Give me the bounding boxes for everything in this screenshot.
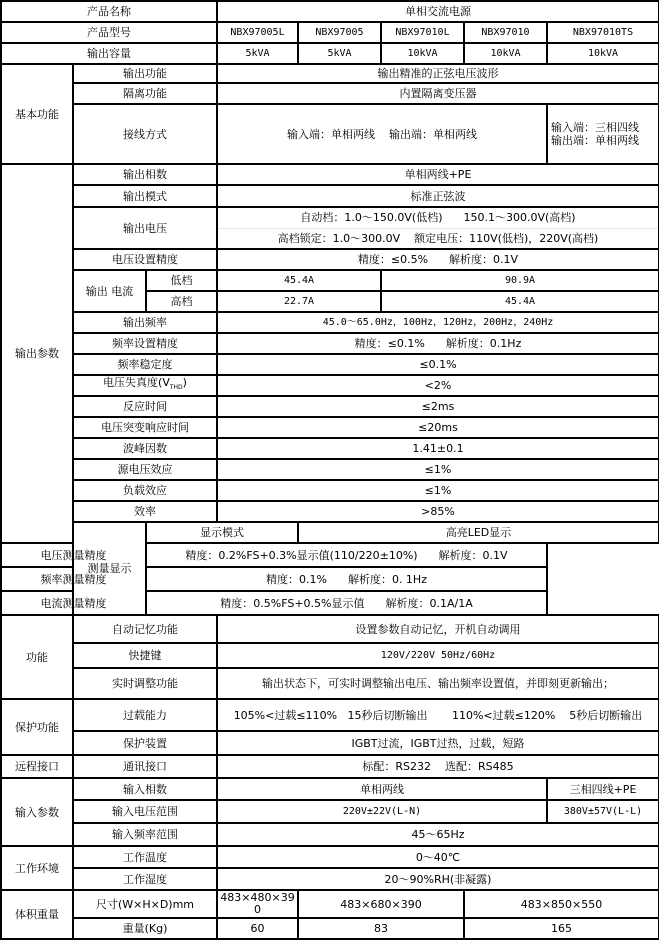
- source-effect-value: ≤1%: [217, 459, 659, 480]
- output-frequency-label: 输出频率: [73, 312, 217, 333]
- section-output: 输出参数: [1, 164, 73, 543]
- row-current-measure: [1, 591, 659, 615]
- row-input-voltage: [1, 800, 659, 823]
- output-phases-value: 单相两线+PE: [217, 164, 659, 185]
- isolation-label: 隔离功能: [73, 83, 217, 104]
- row-distortion: [1, 375, 659, 396]
- weight-10k-single: 83: [298, 918, 464, 939]
- output-voltage-line-2: 高档锁定：1.0～300.0V 额定电压：110V(低档)，220V(高档): [217, 228, 659, 249]
- capacity-label: 输出容量: [1, 43, 217, 64]
- distortion-subscript: THD: [169, 384, 183, 392]
- row-wiring: [1, 104, 659, 164]
- row-auto-memory: [1, 615, 659, 643]
- output-frequency-value: 45.0～65.0Hz，100Hz，120Hz，200Hz，240Hz: [217, 312, 659, 333]
- wiring-three-line-2: 输出端：单相两线: [551, 134, 639, 147]
- input-phases-three: 三相四线+PE: [547, 778, 659, 800]
- section-basic: 基本功能: [1, 64, 73, 164]
- wiring-three-phase: [547, 104, 659, 164]
- row-comm-interface: [1, 755, 659, 778]
- wiring-three-line-1: 输入端：三相四线: [551, 121, 639, 134]
- freq-setting-label: 频率设置精度: [73, 333, 217, 354]
- row-input-frequency: [1, 823, 659, 846]
- row-display-mode: [1, 522, 659, 543]
- dimensions-10k-three: 483×850×550: [464, 890, 659, 918]
- input-voltage-single: 220V±22V(L-N): [217, 800, 547, 823]
- model-2: NBX97005: [298, 22, 381, 43]
- row-dimensions: [1, 890, 659, 918]
- current-high-5k: 22.7A: [217, 291, 381, 312]
- wiring-single-phase: 输入端：单相两线 输出端：单相两线: [217, 104, 547, 164]
- row-freq-stability: [1, 354, 659, 375]
- row-freq-setting: [1, 333, 659, 354]
- row-input-phases: [1, 778, 659, 800]
- weight-10k-three: 165: [464, 918, 659, 939]
- row-step-response: [1, 417, 659, 438]
- freq-setting-value: 精度：≤0.1% 解析度：0.1Hz: [217, 333, 659, 354]
- section-measure: 测量显示: [73, 522, 146, 615]
- response-value: ≤2ms: [217, 396, 659, 417]
- product-name-label: 产品名称: [1, 1, 217, 22]
- load-effect-value: ≤1%: [217, 480, 659, 501]
- row-model: [1, 22, 659, 43]
- row-source-effect: [1, 459, 659, 480]
- model-label: 产品型号: [1, 22, 217, 43]
- capacity-1: 5kVA: [217, 43, 298, 64]
- voltage-setting-label: 电压设置精度: [73, 249, 217, 270]
- weight-5k: 60: [217, 918, 298, 939]
- row-overload: [1, 699, 659, 731]
- display-mode-value: 高亮LED显示: [298, 522, 659, 543]
- dimensions-label: 尺寸(W×H×D)mm: [73, 890, 217, 918]
- row-operating-humidity: [1, 868, 659, 890]
- output-voltage-line-1: 自动档：1.0～150.0V(低档) 150.1～300.0V(高档): [217, 207, 659, 228]
- auto-memory-label: 自动记忆功能: [73, 615, 217, 643]
- row-output-voltage-1: [1, 207, 659, 228]
- row-weight: [1, 918, 659, 939]
- output-current-label: 输出 电流: [73, 270, 146, 312]
- output-voltage-label: 输出电压: [73, 207, 217, 249]
- weight-label: 重量(Kg): [73, 918, 217, 939]
- row-efficiency: [1, 501, 659, 522]
- row-operating-temp: [1, 846, 659, 868]
- row-output-frequency: [1, 312, 659, 333]
- wiring-label: 接线方式: [73, 104, 217, 164]
- efficiency-value: >85%: [217, 501, 659, 522]
- overload-value: 105%<过载≤110% 15秒后切断输出 110%<过载≤120% 5秒后切断输出: [217, 699, 659, 731]
- current-measure-label: 电流测量精度: [1, 591, 146, 615]
- row-output-mode: [1, 185, 659, 207]
- crest-factor-label: 波峰因数: [73, 438, 217, 459]
- capacity-5: 10kVA: [547, 43, 659, 64]
- freq-measure-label: 频率测量精度: [1, 567, 146, 591]
- model-5: NBX97010TS: [547, 22, 659, 43]
- step-response-value: ≤20ms: [217, 417, 659, 438]
- model-1: NBX97005L: [217, 22, 298, 43]
- source-effect-label: 源电压效应: [73, 459, 217, 480]
- operating-temp-value: 0～40℃: [217, 846, 659, 868]
- operating-temp-label: 工作温度: [73, 846, 217, 868]
- current-low-label: 低档: [146, 270, 217, 291]
- distortion-label-text: 电压失真度(V: [103, 376, 170, 390]
- operating-humidity-value: 20～90%RH(非凝露): [217, 868, 659, 890]
- step-response-label: 电压突变响应时间: [73, 417, 217, 438]
- comm-interface-label: 通讯接口: [73, 755, 217, 778]
- isolation-value: 内置隔离变压器: [217, 83, 659, 104]
- freq-stability-label: 频率稳定度: [73, 354, 217, 375]
- capacity-3: 10kVA: [381, 43, 464, 64]
- input-voltage-three: 380V±57V(L-L): [547, 800, 659, 823]
- row-output-phases: [1, 164, 659, 185]
- row-hotkey: [1, 643, 659, 668]
- protection-device-label: 保护装置: [73, 731, 217, 755]
- display-mode-label: 显示模式: [146, 522, 298, 543]
- row-realtime-adjust: [1, 668, 659, 699]
- realtime-adjust-value: 输出状态下，可实时调整输出电压、输出频率设置值，并即刻更新输出；: [217, 668, 659, 699]
- hotkey-value: 120V/220V 50Hz/60Hz: [217, 643, 659, 668]
- current-high-10k: 45.4A: [381, 291, 659, 312]
- section-functions: 功能: [1, 615, 73, 699]
- current-low-5k: 45.4A: [217, 270, 381, 291]
- output-mode-value: 标准正弦波: [217, 185, 659, 207]
- hotkey-label: 快捷键: [73, 643, 217, 668]
- output-function-value: 输出精准的正弦电压波形: [217, 64, 659, 83]
- freq-stability-value: ≤0.1%: [217, 354, 659, 375]
- voltage-measure-value: 精度：0.2%FS+0.3%显示值(110/220±10%) 解析度：0.1V: [146, 543, 547, 567]
- input-phases-label: 输入相数: [73, 778, 217, 800]
- input-frequency-value: 45～65Hz: [217, 823, 659, 846]
- current-measure-value: 精度：0.5%FS+0.5%显示值 解析度：0.1A/1A: [146, 591, 547, 615]
- section-protection: 保护功能: [1, 699, 73, 755]
- operating-humidity-label: 工作湿度: [73, 868, 217, 890]
- efficiency-label: 效率: [73, 501, 217, 522]
- row-product-name: [1, 1, 659, 22]
- section-physical: 体积重量: [1, 890, 73, 939]
- row-capacity: [1, 43, 659, 64]
- row-voltage-setting: [1, 249, 659, 270]
- capacity-2: 5kVA: [298, 43, 381, 64]
- input-phases-single: 单相两线: [217, 778, 547, 800]
- row-output-function: [1, 64, 659, 83]
- current-low-10k: 90.9A: [381, 270, 659, 291]
- output-function-label: 输出功能: [73, 64, 217, 83]
- row-current-low: [1, 270, 659, 291]
- distortion-label: [73, 375, 217, 396]
- section-remote: 远程接口: [1, 755, 73, 778]
- section-input: 输入参数: [1, 778, 73, 846]
- freq-measure-value: 精度：0.1% 解析度：0. 1Hz: [146, 567, 547, 591]
- dimensions-10k-single: 483×680×390: [298, 890, 464, 918]
- comm-interface-value: 标配：RS232 选配：RS485: [217, 755, 659, 778]
- input-voltage-label: 输入电压范围: [73, 800, 217, 823]
- capacity-4: 10kVA: [464, 43, 547, 64]
- input-frequency-label: 输入频率范围: [73, 823, 217, 846]
- model-3: NBX97010L: [381, 22, 464, 43]
- response-label: 反应时间: [73, 396, 217, 417]
- row-crest-factor: [1, 438, 659, 459]
- voltage-measure-label: 电压测量精度: [1, 543, 146, 567]
- row-response: [1, 396, 659, 417]
- realtime-adjust-label: 实时调整功能: [73, 668, 217, 699]
- row-load-effect: [1, 480, 659, 501]
- voltage-setting-value: 精度：≤0.5% 解析度：0.1V: [217, 249, 659, 270]
- row-protection-device: [1, 731, 659, 755]
- output-mode-label: 输出模式: [73, 185, 217, 207]
- protection-device-value: IGBT过流，IGBT过热，过载，短路: [217, 731, 659, 755]
- dimensions-5k: 483×480×390: [217, 890, 298, 918]
- output-phases-label: 输出相数: [73, 164, 217, 185]
- current-high-label: 高档: [146, 291, 217, 312]
- crest-factor-value: 1.41±0.1: [217, 438, 659, 459]
- auto-memory-value: 设置参数自动记忆，开机自动调用: [217, 615, 659, 643]
- section-environment: 工作环境: [1, 846, 73, 890]
- load-effect-label: 负载效应: [73, 480, 217, 501]
- distortion-value: <2%: [217, 375, 659, 396]
- model-4: NBX97010: [464, 22, 547, 43]
- overload-label: 过载能力: [73, 699, 217, 731]
- distortion-label-end: ): [182, 376, 187, 390]
- row-isolation: [1, 83, 659, 104]
- product-name-value: 单相交流电源: [217, 1, 659, 22]
